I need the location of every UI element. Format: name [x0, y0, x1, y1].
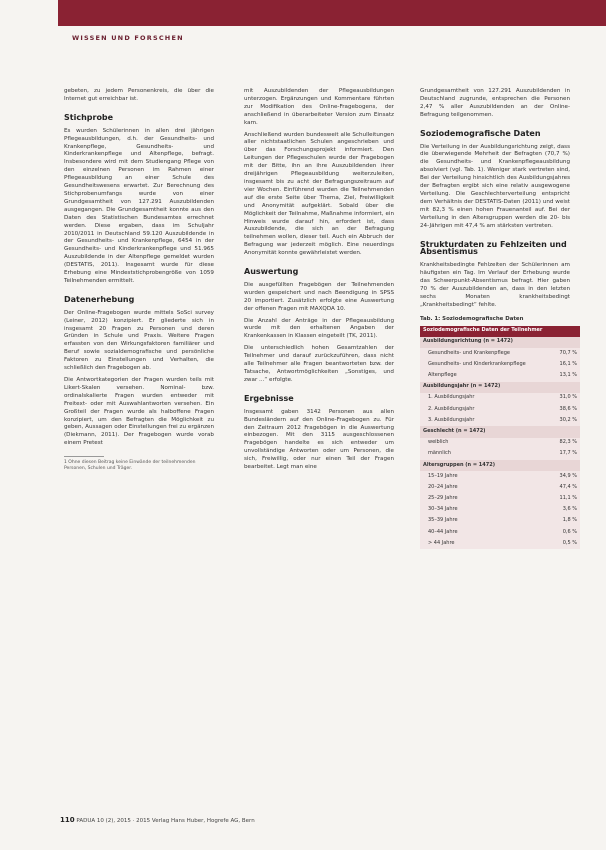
table-cell-label: 1. Ausbildungsjahr	[420, 393, 552, 404]
table-cell-label: 30–34 Jahre	[420, 505, 552, 516]
paragraph: Der Online-Fragebogen wurde mittels SoSci survey (Leiner, 2012) konzipiert. Er gliederte sich in insgesamt 20 Fragen zu Personen und deren Gründen in Schule und Praxis. Weitere Fragen erfassten von den Wirkungsfaktoren familiärer und Beruf sowie sozialdemografische und persönliche Faktoren zu Einstellungen und Verhalten, die schließlich den Fragebogen ab.	[64, 309, 214, 372]
header-bar	[58, 0, 606, 26]
table-cell-label: 40–44 Jahre	[420, 527, 552, 538]
page-footer	[60, 816, 255, 824]
table-cell-value: 31,0 %	[552, 393, 580, 404]
table-row	[420, 415, 580, 426]
table-row	[420, 516, 580, 527]
paragraph: Insgesamt gaben 3142 Personen aus allen Bundesländern auf den Online-Fragebogen zu. Für den Zeitraum 2012 Fragebögen in die Auswertung einbezogen. Mit den 3115 ausgeschlossenen Fragebögen handelte es sich entweder um unvollständige Antworten oder um Personen, die sich, Freiwillig, oder nur einen Teil der Fragen bearbeitet. Legt man eine	[244, 408, 394, 471]
paragraph: Die Verteilung in der Ausbildungsrichtung zeigt, dass die überwiegende Mehrheit der Befragten (70,7 %) die Gesundheits- und Krankenpflegeausbildung absolviert (vgl. Tab. 1). Weniger stark vertreten sind, Bei der Verteilung hinsichtlich des Ausbildungsjahres der Befragten ergibt sich eine relativ ausgewogene Verteilung. Die Geschlechterverteilung entspricht dem Verhältnis der DESTATIS-Daten (2011) und weist mit 82,3 % einen hohen Frauenanteil auf. Bei der Verteilung in den Altersgruppen werden die 20- bis 24-Jährigen mit 47,4 % am stärksten vertreten.	[420, 143, 570, 229]
heading-ergebnisse: Ergebnisse	[244, 393, 294, 403]
column-2	[244, 88, 394, 476]
paragraph: Die Anzahl der Anträge in der Pflegeausbildung wurde mit den erhaltenen Angaben der Krankenkassen in Klassen eingeteilt (TK, 2011).	[244, 317, 394, 340]
table-cell-label: weiblich	[420, 438, 552, 449]
table-cell-value: 38,6 %	[552, 404, 580, 415]
table-group-row	[420, 382, 580, 393]
heading-auswertung: Auswertung	[244, 267, 299, 277]
footnote-rule	[64, 456, 104, 457]
table-cell-value: 0,6 %	[552, 527, 580, 538]
table-cell-label: Altenpflege	[420, 370, 552, 381]
table-group-label: Ausbildungsrichtung (n = 1472)	[420, 337, 580, 348]
table-row	[420, 527, 580, 538]
heading-soziodemografie: Soziodemografische Daten	[420, 128, 541, 138]
table-row	[420, 438, 580, 449]
header-blank	[0, 0, 58, 26]
paragraph: Die unterschiedlich hohen Gesamtzahlen der Teilnehmer und darauf zurückzuführen, dass nicht alle Teilnehmer alle Fragen beantworteten bzw. der Tatsache, Antwortmöglichkeiten „Sonstiges, und zwar ...“ erfolgte.	[244, 345, 394, 383]
table-group-label: Geschlecht (n = 1472)	[420, 426, 580, 437]
paragraph: Die Antwortkategorien der Fragen wurden teils mit Likert-Skalen versehen. Nominal- bzw. ordinalskalierte Fragen wurden entweder mit Freitext- oder mit Auswahlantworten versehen. Ein Großteil der Fragen wurde als halboffene Fragen konzipiert, um den Befragten die Möglichkeit zu geben, Aussagen oder Einstellungen frei zu ergänzen (Diekmann, 2011). Der Fragebogen wurde vorab einem Pretest	[64, 377, 214, 447]
table-group-row	[420, 426, 580, 437]
page-number: 110	[60, 816, 75, 824]
table-cell-value: 34,9 %	[552, 471, 580, 482]
table-row	[420, 359, 580, 370]
paragraph: gebeten, zu jedem Personenkreis, die über die Internet gut erreichbar ist.	[64, 88, 214, 102]
table-cell-label: 15–19 Jahre	[420, 471, 552, 482]
column-1	[64, 88, 214, 472]
column-3	[420, 88, 577, 549]
table-cell-value: 1,8 %	[552, 516, 580, 527]
paragraph: Grundgesamtheit von 127.291 Auszubildenden in Deutschland zugrunde, entsprechen die Personen 2,47 % aller Auszubildenden an der Online-Befragung teilgenommen.	[420, 88, 570, 118]
table-row	[420, 538, 580, 549]
table-row	[420, 370, 580, 381]
table-group-label: Altersgruppen (n = 1472)	[420, 460, 580, 471]
table-cell-value: 16,1 %	[552, 359, 580, 370]
table-cell-value: 13,1 %	[552, 370, 580, 381]
table-cell-label: 35–39 Jahre	[420, 516, 552, 527]
paragraph: Krankheitsbedingte Fehlzeiten der Schülerinnen am häufigsten ein Tag. Im Verlauf der Erhebung wurde das Schwerpunkt-Absentismus befragt. Hier gaben 70 % der Auszubildenden an, dass in den letzten sechs Monaten krankheitsbedingt „Krankheitsbedingt“ fehlte.	[420, 262, 570, 308]
table-cell-label: 20–24 Jahre	[420, 482, 552, 493]
heading-datenerhebung: Datenerhebung	[64, 294, 135, 304]
table-cell-value: 30,2 %	[552, 415, 580, 426]
table-caption: Tab. 1: Soziodemografische Daten	[420, 315, 524, 322]
footnote: 1 Ohne diesen Beitrag keine Einwände der teilnehmenden Personen, Schulen und Träger.	[64, 460, 196, 472]
section-title: WISSEN UND FORSCHEN	[72, 34, 184, 42]
table-cell-label: 2. Ausbildungsjahr	[420, 404, 552, 415]
table-cell-label: 3. Ausbildungsjahr	[420, 415, 552, 426]
table-row	[420, 404, 580, 415]
table-group-label: Ausbildungsjahr (n = 1472)	[420, 382, 580, 393]
table-cell-value: 70,7 %	[552, 348, 580, 359]
table-cell-value: 82,3 %	[552, 438, 580, 449]
table-cell-value: 47,4 %	[552, 482, 580, 493]
paragraph: Die ausgefüllten Fragebögen der Teilnehmenden wurden gespeichert und nach Beendigung in SPSS 20 importiert. Zusätzlich erfolgte eine Auswertung der offenen Fragen mit MAXQDA 10.	[244, 281, 394, 312]
table-row	[420, 493, 580, 504]
table-cell-value: 0,5 %	[552, 538, 580, 549]
table-group-row	[420, 460, 580, 471]
table-row	[420, 505, 580, 516]
table-cell-value: 3,6 %	[552, 505, 580, 516]
table-row	[420, 348, 580, 359]
sociodemographic-table	[420, 326, 580, 550]
paragraph: Anschließend wurden bundesweit alle Schulleitungen aller nichtstaatlichen Schulen angeschrieben und über das Forschungsprojekt informiert. Den Leitungen der Pflegeschulen wurde der Fragebogen mit der Bitte, ihn an ihre Auszubildenden ihrer dreijährigen Pflegeausbildung weiterzuleiten, insgesamt bis zu acht der Befragungszeitraum auf vier Wochen. Einführend wurden die Teilnehmenden auf die erste Seite über Thema, Ziel, Freiwilligkeit und Anonymität aufgeklärt. Sobald über die Möglichkeit der Teilnahme, Maßnahme informiert, ein Hinweis wurde darauf hin, erfordert ist, dass Auszubildende, die sich an der Befragung teilnehmen wollen, dieser teil. Auch ein Abbruch der Befragung war jederzeit möglich. Eine neuerdings Anonymität konnte gewährleistet werden.	[244, 131, 394, 257]
table-cell-value: 11,1 %	[552, 493, 580, 504]
heading-stichprobe: Stichprobe	[64, 112, 114, 122]
table-header: Soziodemografische Daten der Teilnehmer	[420, 326, 580, 337]
table-cell-label: 25–29 Jahre	[420, 493, 552, 504]
table-row	[420, 449, 580, 460]
table-row	[420, 471, 580, 482]
paragraph: Es wurden Schülerinnen in allen drei jährigen Pflegeausbildungen, d.h. der Gesundheits- und Krankenpflege, Gesundheits- und Kinderkrankenpflege und Altenpflege, befragt. Insbesondere wird mit dem Studiengang Pflege von den einzelnen Personen im Rahmen einer Pflegeausbildung an einer Schule des Gesundheitswesens erwartet. Zur Berechnung des Stichprobenumfangs wurde von einer Grundgesamtheit von 127.291 Auszubildenden ausgegangen. Die Grundgesamtheit konnte aus den Daten des Statistischen Bundesamtes errechnet werden. Diese ergaben, dass im Schuljahr 2010/2011 in Deutschland 59.120 Auszubildende in der Gesundheits- und Krankenpflege, 6454 in der Gesundheits- und Kinderkrankenpflege und 51.965 Auszubildende in der Altenpflege gemeldet wurden (DESTATIS, 2011). Insgesamt wurde für diese Erhebung eine Mindeststichprobengröße von 1059 Teilnehmenden ermittelt.	[64, 127, 214, 284]
table-cell-label: > 44 Jahre	[420, 538, 552, 549]
table-group-row	[420, 337, 580, 348]
table-row	[420, 482, 580, 493]
table-cell-label: Gesundheits- und Krankenpflege	[420, 348, 552, 359]
heading-strukturdaten: Strukturdaten zu Fehlzeiten und Absentismus	[420, 239, 567, 257]
paragraph: mit Auszubildenden der Pflegeausbildungen unterzogen. Ergänzungen und Kommentare führten zur Modifikation des Online-Fragebogens, der anschließend in überarbeiteter Version zum Einsatz kam.	[244, 88, 394, 126]
table-row	[420, 393, 580, 404]
footer-text: PADUA 10 (2), 2015 · 2015 Verlag Hans Huber, Hogrefe AG, Bern	[76, 818, 255, 824]
table-cell-label: männlich	[420, 449, 552, 460]
table-header-row	[420, 326, 580, 337]
table-cell-value: 17,7 %	[552, 449, 580, 460]
table-cell-label: Gesundheits- und Kinderkrankenpflege	[420, 359, 552, 370]
